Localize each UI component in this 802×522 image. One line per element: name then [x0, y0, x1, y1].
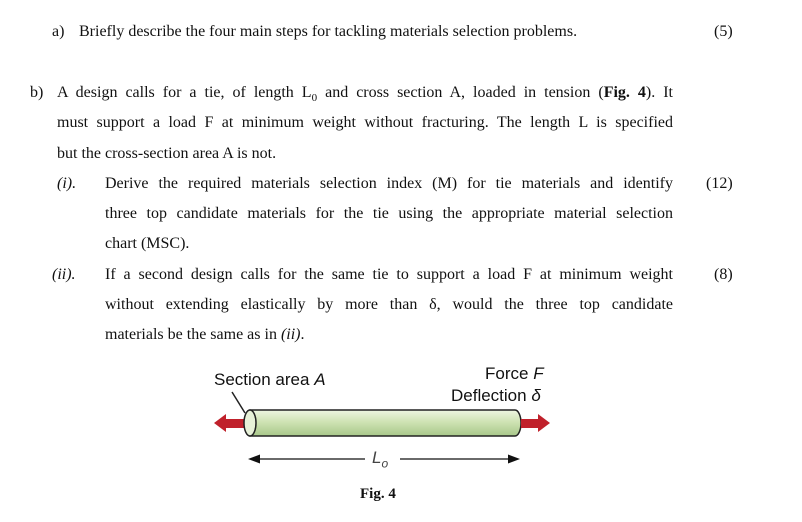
left-force-arrow: [214, 414, 244, 432]
question-a-text: Briefly describe the four main steps for tackling materials selection problems.: [79, 23, 578, 40]
q-b-subscript: 0: [311, 92, 318, 105]
part-ii-text-3a: materials be the same as in: [105, 326, 281, 343]
part-i-line2: three top candidate materials for the tie using the appropriate material selection: [105, 205, 673, 222]
deflection-text: Deflection: [451, 386, 532, 405]
right-force-arrow: [521, 414, 550, 432]
question-b-label: b): [30, 84, 44, 101]
force-var: F: [533, 364, 544, 383]
force-label: [485, 364, 544, 384]
length-arrowhead-right: [508, 455, 520, 464]
deflection-var: δ: [531, 386, 541, 405]
section-area-var: A: [314, 370, 326, 389]
section-area-label: [214, 370, 326, 390]
figure-caption: Fig. 4: [360, 486, 396, 502]
part-ii-label: (ii).: [52, 266, 76, 283]
part-ii-ref: (ii): [280, 326, 301, 343]
q-b-text-1b: and cross section A, loaded in tension (: [317, 84, 604, 101]
force-text: Force: [485, 364, 534, 383]
part-ii-line2: without extending elastically by more than δ, would the three top candidate: [105, 296, 673, 313]
part-i-label: (i).: [57, 175, 77, 192]
rod-cross-section: [244, 410, 256, 436]
length-var: L: [372, 448, 382, 467]
length-sub: o: [381, 456, 389, 471]
length-label: [372, 448, 388, 473]
part-i-marks: (12): [706, 175, 733, 192]
deflection-label: [451, 386, 541, 406]
question-a-marks: (5): [714, 23, 733, 40]
part-ii-marks: (8): [714, 266, 733, 283]
tie-rod: [250, 410, 521, 436]
question-b-line2: must support a load F at minimum weight without fracturing. The length L is specified: [57, 114, 673, 131]
part-i-line1: Derive the required materials selection index (M) for tie materials and identify: [105, 175, 673, 192]
q-b-text-1a: A design calls for a tie, of length L: [57, 84, 312, 101]
q-b-fig-ref: Fig. 4: [603, 84, 646, 101]
length-arrowhead-left: [248, 455, 260, 464]
question-a-label: a): [52, 23, 65, 40]
q-b-text-1c: ). It: [645, 84, 674, 101]
part-ii-line1: If a second design calls for the same tie to support a load F at minimum weight: [105, 266, 673, 283]
section-area-text: Section area: [214, 370, 315, 389]
part-ii-text-3b: .: [300, 326, 305, 343]
section-pointer-line: [232, 392, 245, 413]
question-b-line3: but the cross-section area A is not.: [57, 145, 277, 162]
part-i-line3: chart (MSC).: [105, 235, 190, 252]
